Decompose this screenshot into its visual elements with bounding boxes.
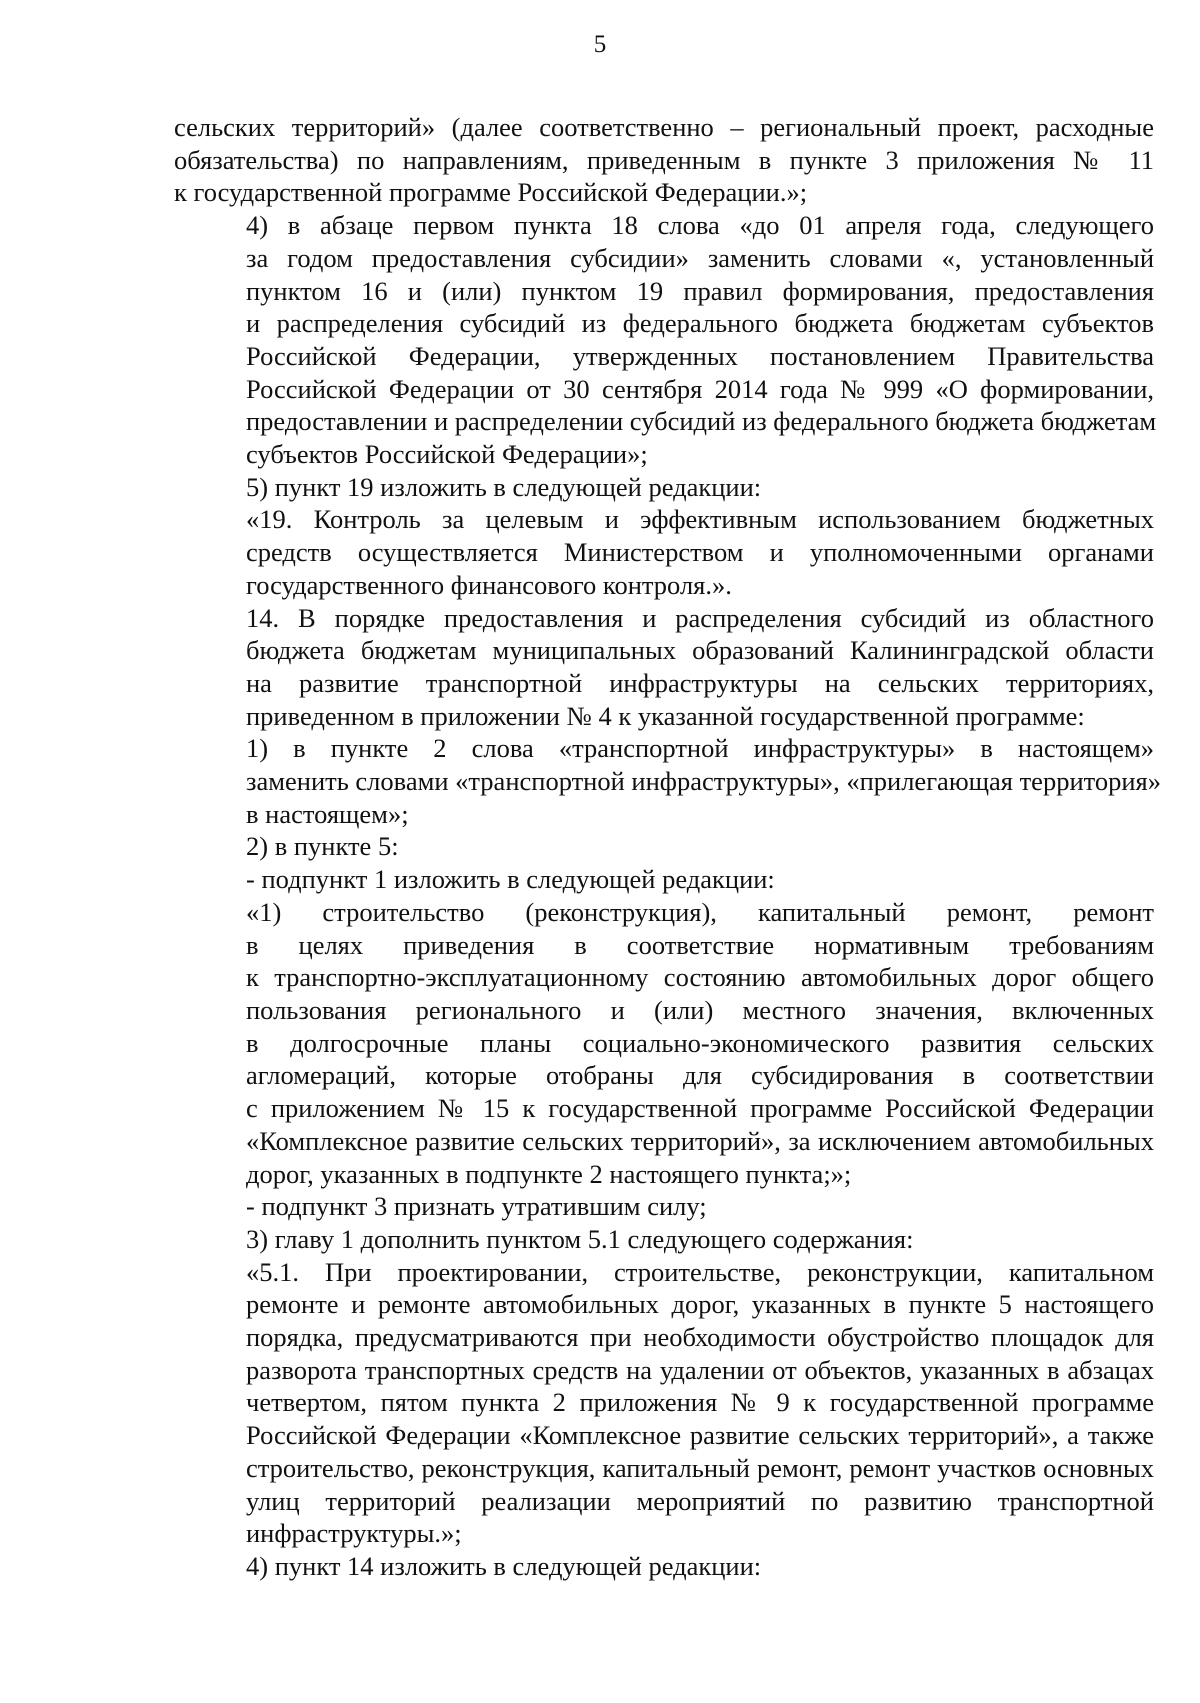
text-line: к государственной программе Российской Федерации.»; xyxy=(174,177,808,208)
text-line: Российской Федерации «Комплексное развитие сельских территорий», а также xyxy=(246,1420,1154,1451)
paragraph xyxy=(174,503,1154,601)
paragraph xyxy=(174,471,1154,504)
paragraph xyxy=(174,1190,1154,1223)
text-line: агломераций, которые отобраны для субсидирования в соответствии xyxy=(246,1060,1154,1091)
paragraph xyxy=(174,111,1154,209)
text-line: в целях приведения в соответствие нормативным требованиям xyxy=(246,929,1154,960)
text-line: «Комплексное развитие сельских территорий», за исключением автомобильных xyxy=(246,1125,1154,1156)
text-line: с приложением № 15 к государственной программе Российской Федерации xyxy=(246,1093,1154,1124)
text-line: за годом предоставления субсидии» заменить словами «, установленный xyxy=(246,242,1154,273)
page-number: 5 xyxy=(593,31,607,58)
text-line: сельских территорий» (далее соответственно – региональный проект, расходные xyxy=(174,112,1154,142)
text-line: улиц территорий реализации мероприятий по развитию транспортной xyxy=(246,1485,1154,1516)
text-line: «1) строительство (реконструкция), капитальный ремонт, ремонт xyxy=(246,896,1154,927)
text-line: «19. Контроль за целевым и эффективным использованием бюджетных xyxy=(246,504,1154,535)
text-line: 3) главу 1 дополнить пунктом 5.1 следующего содержания: xyxy=(246,1223,914,1254)
text-line: «5.1. При проектировании, строительстве, реконструкции, капитальном xyxy=(246,1256,1154,1287)
paragraph xyxy=(174,863,1154,896)
text-line: пунктом 16 и (или) пунктом 19 правил формирования, предоставления xyxy=(246,275,1154,306)
text-line: приведенном в приложении № 4 к указанной государственной программе: xyxy=(246,700,1085,731)
text-line: пользования регионального и (или) местного значения, включенных xyxy=(246,994,1154,1025)
paragraph xyxy=(174,1256,1154,1550)
text-line: Российской Федерации от 30 сентября 2014 года № 999 «О формировании, xyxy=(246,373,1154,404)
text-line: 4) в абзаце первом пункта 18 слова «до 01 апреля года, следующего xyxy=(246,210,1154,241)
text-line: бюджета бюджетам муниципальных образований Калининградской области xyxy=(246,635,1154,666)
text-line: предоставлении и распределении субсидий из федерального бюджета бюджетам xyxy=(246,406,1157,437)
text-line: 1) в пункте 2 слова «транспортной инфраструктуры» в настоящем» xyxy=(246,733,1154,764)
text-line: заменить словами «транспортной инфраструктуры», «прилегающая территория» xyxy=(246,766,1161,797)
document-body xyxy=(174,111,1161,1583)
paragraph xyxy=(174,1223,1154,1256)
paragraph xyxy=(174,830,1154,863)
paragraph xyxy=(174,732,1161,830)
paragraph xyxy=(174,602,1154,733)
text-line: государственного финансового контроля.». xyxy=(246,569,732,600)
paragraph xyxy=(174,209,1157,471)
text-line: порядка, предусматриваются при необходимости обустройство площадок для xyxy=(246,1322,1154,1353)
text-line: и распределения субсидий из федерального бюджета бюджетам субъектов xyxy=(246,308,1154,339)
text-line: ремонте и ремонте автомобильных дорог, указанных в пункте 5 настоящего xyxy=(246,1289,1154,1320)
text-line: в настоящем»; xyxy=(246,798,409,829)
text-line: 4) пункт 14 изложить в следующей редакции: xyxy=(246,1550,762,1581)
paragraph xyxy=(174,896,1154,1190)
text-line: на развитие транспортной инфраструктуры на сельских территориях, xyxy=(246,667,1154,698)
text-line: обязательства) по направлениям, приведенным в пункте 3 приложения № 11 xyxy=(174,144,1154,175)
text-line: - подпункт 3 признать утратившим силу; xyxy=(246,1191,707,1222)
text-line: четвертом, пятом пункта 2 приложения № 9 к государственной программе xyxy=(246,1387,1154,1418)
text-line: дорог, указанных в подпункте 2 настоящего пункта;»; xyxy=(246,1158,852,1189)
text-line: к транспортно-эксплуатационному состоянию автомобильных дорог общего xyxy=(246,962,1154,993)
text-line: средств осуществляется Министерством и уполномоченными органами xyxy=(246,537,1154,568)
text-line: 14. В порядке предоставления и распределения субсидий из областного xyxy=(246,602,1154,633)
text-line: инфраструктуры.»; xyxy=(246,1518,462,1549)
text-line: Российской Федерации, утвержденных постановлением Правительства xyxy=(246,340,1154,371)
text-line: разворота транспортных средств на удалении от объектов, указанных в абзацах xyxy=(246,1354,1154,1385)
text-line: субъектов Российской Федерации»; xyxy=(246,439,648,470)
text-line: в долгосрочные планы социально-экономического развития сельских xyxy=(246,1027,1154,1058)
text-line: - подпункт 1 изложить в следующей редакции: xyxy=(246,864,775,895)
text-line: 5) пункт 19 изложить в следующей редакции: xyxy=(246,471,762,502)
text-line: 2) в пункте 5: xyxy=(246,831,399,862)
paragraph xyxy=(174,1550,1154,1583)
text-line: строительство, реконструкция, капитальный ремонт, ремонт участков основных xyxy=(246,1452,1154,1483)
